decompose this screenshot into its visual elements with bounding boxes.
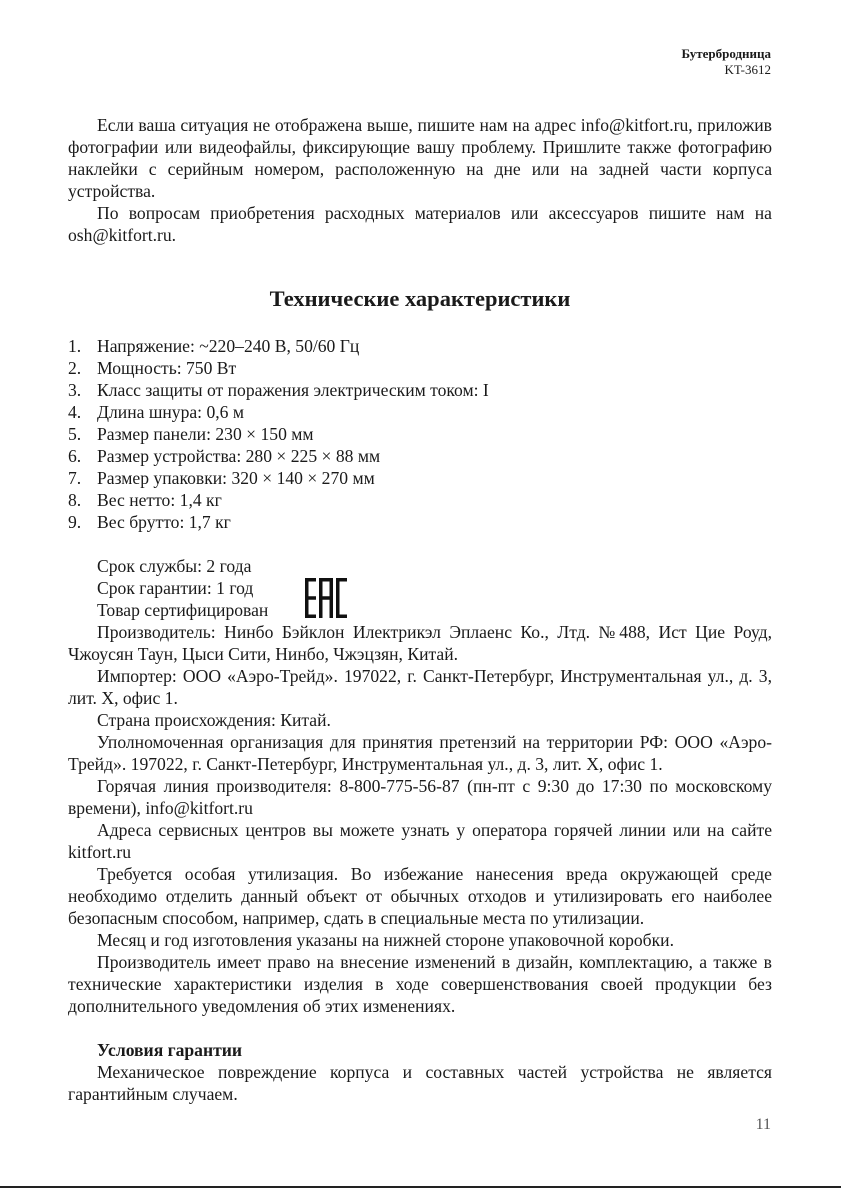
spec-item [68, 335, 772, 357]
spec-item [68, 511, 772, 533]
spec-item [68, 379, 772, 401]
service-centers-info: Адреса сервисных центров вы можете узнать у оператора горячей линии или на сайте kitfort.ru [68, 820, 772, 862]
manufacturer-info: Производитель: Нинбо Бэйклон Илектрикэл Эплаенс Ко., Лтд. №488, Ист Цие Роуд, Чжоусян Таун, Цыси Сити, Нинбо, Чжэцзян, Китай. [68, 622, 772, 664]
specs-list [68, 335, 772, 533]
spec-item [68, 467, 772, 489]
spec-number: 6. [68, 446, 82, 466]
page-content [68, 114, 772, 1105]
spec-number: 1. [68, 336, 82, 356]
spec-text: Размер упаковки: 320 × 140 × 270 мм [97, 468, 375, 488]
authorized-organization: Уполномоченная организация для принятия претензий на территории РФ: ООО «Аэро-Трейд». 197022, г. Санкт-Петербург, Инструментальная ул., д. 3, лит. Х, офис 1. [68, 732, 772, 774]
warranty-conditions-text: Механическое повреждение корпуса и составных частей устройства не является гарантийным случаем. [68, 1062, 772, 1104]
spec-text: Длина шнура: 0,6 м [97, 402, 244, 422]
warranty-conditions-title: Условия гарантии [97, 1040, 243, 1060]
spec-item [68, 423, 772, 445]
spec-item [68, 401, 772, 423]
page-number: 11 [755, 1116, 771, 1133]
spec-text: Размер устройства: 280 × 225 × 88 мм [97, 446, 381, 466]
spec-number: 3. [68, 380, 82, 400]
spec-item [68, 445, 772, 467]
spec-item [68, 489, 772, 511]
certification-row [68, 599, 772, 621]
importer-info: Импортер: ООО «Аэро-Трейд». 197022, г. Санкт-Петербург, Инструментальная ул., д. 3, лит. Х, офис 1. [68, 666, 772, 708]
disposal-info: Требуется особая утилизация. Во избежание нанесения вреда окружающей среде необходимо отделить данный объект от обычных отходов и утилизировать его наиболее безопасным способом, например, сдать в специальные места по утилизации. [68, 864, 772, 928]
origin-country: Страна происхождения: Китай. [97, 710, 331, 730]
product-title: Бутербродница [681, 46, 771, 61]
specs-heading: Технические характеристики [269, 286, 571, 311]
spec-text: Класс защиты от поражения электрическим током: I [97, 380, 489, 400]
spec-number: 4. [68, 402, 82, 422]
spec-text: Вес брутто: 1,7 кг [97, 512, 231, 532]
spec-text: Напряжение: ~220–240 В, 50/60 Гц [97, 336, 360, 356]
spec-text: Мощность: 750 Вт [97, 358, 237, 378]
spec-number: 5. [68, 424, 82, 444]
hotline-info: Горячая линия производителя: 8-800-775-56-87 (пн-пт с 9:30 до 17:30 по московскому времени), info@kitfort.ru [68, 776, 772, 818]
spec-text: Размер панели: 230 × 150 мм [97, 424, 314, 444]
intro-paragraph-contact: Если ваша ситуация не отображена выше, пишите нам на адрес info@kitfort.ru, приложив фотографии или видеофайлы, фиксирующие вашу проблему. Пришлите также фотографию наклейки с серийным номером, расположенную на дне или на задней части корпуса устройства. [68, 115, 772, 201]
eac-mark-icon [305, 578, 347, 618]
spec-number: 2. [68, 358, 82, 378]
bottom-rule [0, 1186, 841, 1188]
intro-paragraph-accessories: По вопросам приобретения расходных материалов или аксессуаров пишите нам на osh@kitfort.ru. [68, 203, 772, 245]
manufacture-date-info: Месяц и год изготовления указаны на нижней стороне упаковочной коробки. [97, 930, 674, 950]
product-model: KT-3612 [724, 62, 771, 77]
certification-text: Товар сертифицирован [97, 600, 269, 620]
changes-notice: Производитель имеет право на внесение изменений в дизайн, комплектацию, а также в технические характеристики изделия в ходе совершенствования своей продукции без дополнительного уведомления об этих изменениях. [68, 952, 772, 1016]
spec-item [68, 357, 772, 379]
warranty-period: Срок гарантии: 1 год [97, 578, 254, 598]
spec-number: 9. [68, 512, 82, 532]
spec-number: 8. [68, 490, 82, 510]
spec-number: 7. [68, 468, 82, 488]
running-header [681, 46, 771, 78]
service-life: Срок службы: 2 года [97, 556, 252, 576]
spec-text: Вес нетто: 1,4 кг [97, 490, 222, 510]
